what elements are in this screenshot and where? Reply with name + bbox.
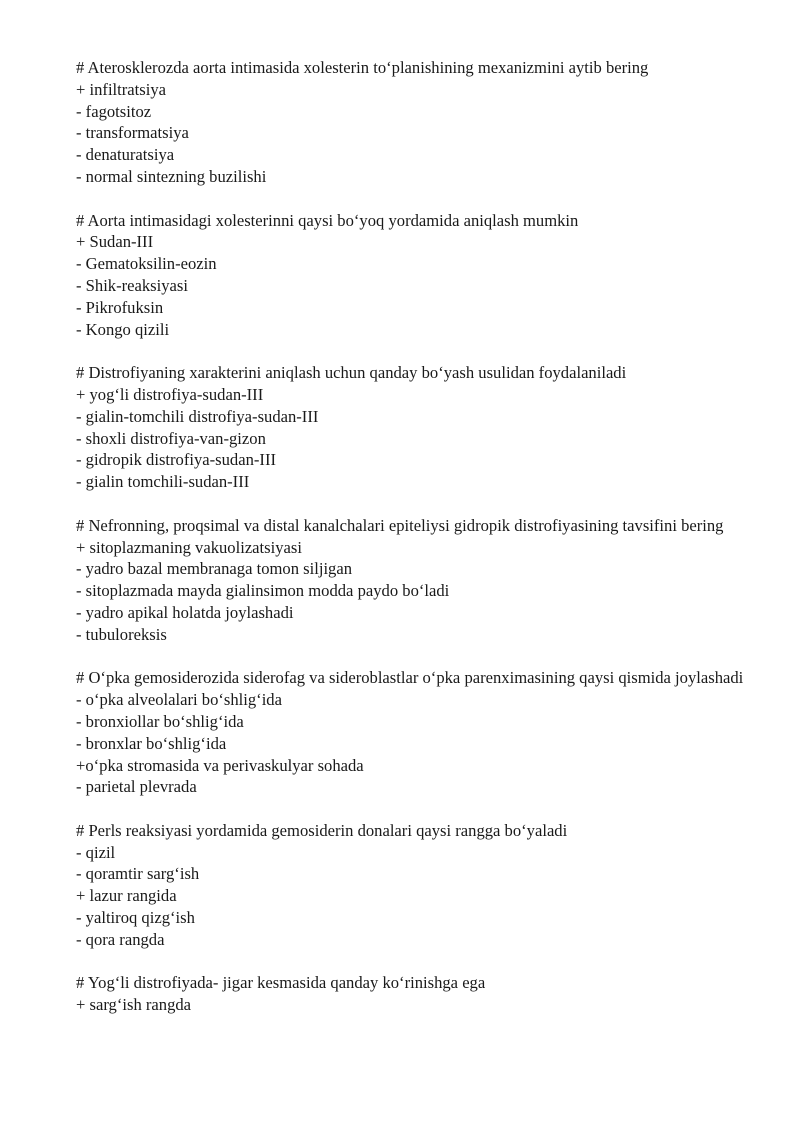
question-block xyxy=(76,210,766,341)
answer-option: + Sudan-III xyxy=(76,232,154,252)
answer-option: + sarg‘ish rangda xyxy=(76,995,192,1015)
answer-option: - gidropik distrofiya-sudan-III xyxy=(76,450,276,470)
answer-option: - gialin-tomchili distrofiya-sudan-III xyxy=(76,406,319,426)
question-text: # Aterosklerozda aorta intimasida xolesterin to‘planishining mexanizmini aytib bering xyxy=(76,58,649,77)
answer-option: - Shik-reaksiyasi xyxy=(76,275,188,295)
answer-option: - denaturatsiya xyxy=(76,145,175,165)
answer-option: - qoramtir sarg‘ish xyxy=(76,864,200,884)
answer-option: + infiltratsiya xyxy=(76,79,167,99)
question-text: # Yog‘li distrofiyada- jigar kesmasida qanday ko‘rinishga ega xyxy=(76,973,486,993)
question-text: # Perls reaksiyasi yordamida gemosiderin donalari qaysi rangga bo‘yaladi xyxy=(76,820,568,840)
question-block xyxy=(76,362,766,493)
answer-option: - fagotsitoz xyxy=(76,101,152,121)
question-block xyxy=(76,972,766,1016)
answer-option: - qora rangda xyxy=(76,929,165,949)
question-text: # Aorta intimasidagi xolesterinni qaysi bo‘yoq yordamida aniqlash mumkin xyxy=(76,210,579,230)
question-block xyxy=(76,57,766,188)
answer-option: - Kongo qizili xyxy=(76,319,170,339)
document-page xyxy=(76,57,766,1038)
question-block xyxy=(76,667,766,798)
answer-option: - normal sintezning buzilishi xyxy=(76,166,267,186)
answer-option: - yadro bazal membranaga tomon siljigan xyxy=(76,559,353,579)
question-text: # Distrofiyaning xarakterini aniqlash uchun qanday bo‘yash usulidan foydalaniladi xyxy=(76,363,627,383)
answer-option: + yog‘li distrofiya-sudan-III xyxy=(76,384,264,404)
answer-option: + sitoplazmaning vakuolizatsiyasi xyxy=(76,537,302,557)
question-text: # Nefronning, proqsimal va distal kanalchalari epiteliysi gidropik distrofiyasining tavsifini bering xyxy=(76,515,724,535)
answer-option: - transformatsiya xyxy=(76,123,189,143)
answer-option: - tubuloreksis xyxy=(76,624,167,644)
question-text: # O‘pka gemosiderozida siderofag va sideroblastlar o‘pka parenximasining qaysi qismida joylashadi xyxy=(76,668,744,688)
answer-option: - parietal plevrada xyxy=(76,777,197,797)
answer-option: - gialin tomchili-sudan-III xyxy=(76,472,250,492)
answer-option: - Pikrofuksin xyxy=(76,297,164,317)
question-block xyxy=(76,820,766,951)
answer-option: - sitoplazmada mayda gialinsimon modda paydo bo‘ladi xyxy=(76,581,450,601)
answer-option: - bronxiollar bo‘shlig‘ida xyxy=(76,711,244,731)
answer-option: + lazur rangida xyxy=(76,886,177,906)
answer-option: - o‘pka alveolalari bo‘shlig‘ida xyxy=(76,690,282,710)
answer-option: - qizil xyxy=(76,842,116,862)
answer-option: - shoxli distrofiya-van-gizon xyxy=(76,428,266,448)
question-block xyxy=(76,515,766,646)
answer-option: - Gematoksilin-eozin xyxy=(76,254,217,274)
answer-option: +o‘pka stromasida va perivaskulyar sohada xyxy=(76,755,364,775)
answer-option: - yaltiroq qizg‘ish xyxy=(76,908,195,928)
answer-option: - bronxlar bo‘shlig‘ida xyxy=(76,733,227,753)
answer-option: - yadro apikal holatda joylashadi xyxy=(76,602,294,622)
